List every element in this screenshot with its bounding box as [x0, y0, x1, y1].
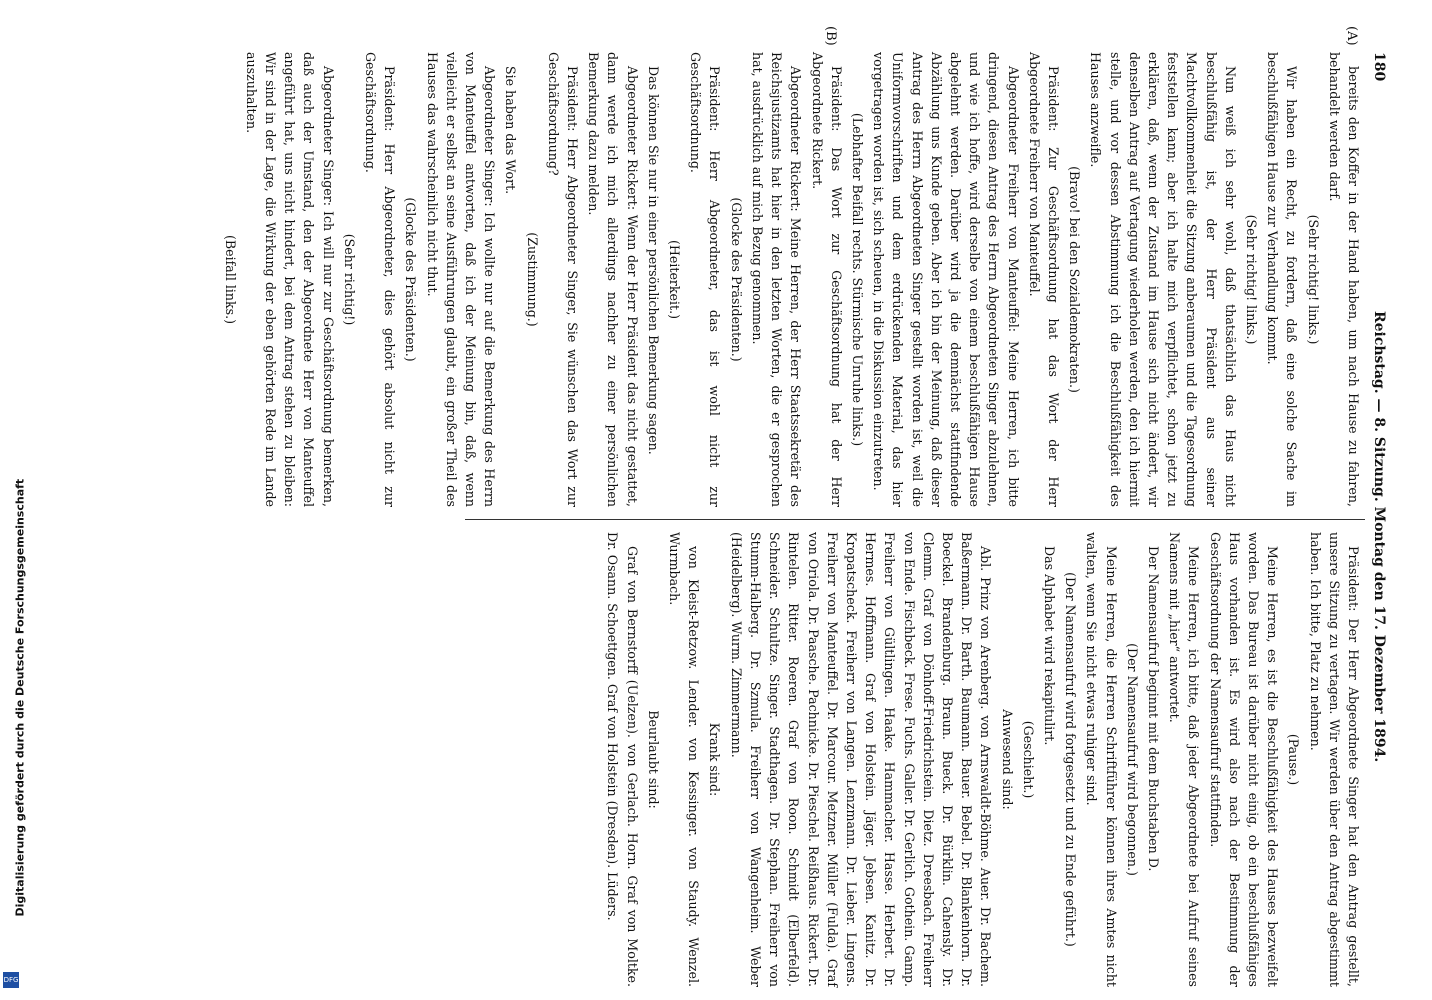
- left-column: [218, 52, 1363, 507]
- column-divider: [465, 519, 1365, 520]
- speech-paragraph: Abgeordneter Singer: Ich will nur zur Geschäftsordnung bemerken, daß auch der Umstand, den der Abgeordnete Herr von Manteuffel angeführt hat, uns nicht hindert, bei dem Antrag stehen zu bleiben: Wir sind in der Lage, die Wirkung der eben gehörten Rede im Lande auszuhalten.: [243, 52, 336, 507]
- interjection: (Der Namensaufruf wird fortgesetzt und zu Ende geführt.): [1063, 572, 1079, 947]
- margin-marker-b: (B): [823, 26, 838, 46]
- interjection: (Bravo! bei den Sozialdemokraten.): [1067, 166, 1083, 393]
- interjection: (Der Namensaufruf wird begonnen.): [1124, 643, 1140, 876]
- names-list-on-leave: Graf von Bernstorff (Uelzen). von Gerlach. Horn. Graf von Moltke. Dr. Osann. Schoettgen. Graf von Holstein (Dresden). Lüders.: [605, 532, 640, 987]
- speech-paragraph: Abgeordneter Freiherr von Manteuffel: Meine Herren, ich bitte dringend, diesen Antrag des Herrn Abgeordneten Singer abzulehnen, und wie ich hoffe, wird derselbe von einem beschlußfähigen Hause abgelehnt werden. Darüber wird ja die demnächst stattfindende Abzählung uns Kunde geben. Aber ich bin der Meinung, daß dieser Antrag des Herrn Abgeordneten Singer gestellt worden ist, weil die Uniformvorschriften und dem erdrückenden Material, das hier vorgetragen worden ist, sich scheuen, in die Diskussion einzutreten.: [871, 52, 1021, 507]
- interjection: (Sehr richtig! links.): [1243, 214, 1259, 345]
- digitization-credit-strip: [0, 0, 27, 1000]
- names-list-sick: von Kleist-Retzow. Lender. von Kessinger. von Staudy. Wenzel. Wurmbach.: [667, 532, 702, 987]
- paragraph: Meine Herren, es ist die Beschlußfähigkeit des Hauses bezweifelt worden. Das Bureau ist darüber nicht einig, ob ein beschlußfähiges Haus vorhanden ist. Es wird also nach der Bestimmung der Geschäftsordnung der Namensaufruf stattfinden.: [1207, 532, 1281, 987]
- margin-marker-a: (A): [1344, 26, 1359, 46]
- paragraph: Meine Herren, ich bitte, daß jeder Abgeordnete bei Aufruf seines Namens mit „hier“ antwortet.: [1167, 532, 1202, 987]
- paragraph: Sie haben das Wort.: [503, 66, 519, 195]
- paragraph: Wir haben ein Recht, zu fordern, daß eine solche Sache im beschlußfähigen Hause zur Verhandlung kommt.: [1265, 52, 1300, 507]
- paragraph: Nun weiß ich sehr wohl, daß thatsächlich das Haus nicht beschlußfähig ist, der Herr Präsident aus seiner Machtvollkommenheit die Sitzung anberaumen und die Tagesordnung feststellen kann; aber ich halte mich verpflichtet, schon jetzt zu erklären, daß, wenn der Zustand im Hause sich nicht ändert, wir denselben Antrag auf Vertagung wiederholen werden, den ich hiermit stelle, und vor dessen Abstimmung ich die Beschlußfähigkeit des Hauses anzweifle.: [1088, 52, 1238, 507]
- interjection: (Glocke des Präsidenten.): [728, 197, 744, 362]
- interjection: (Sehr richtig!): [341, 233, 357, 326]
- paragraph: Der Namensaufruf beginnt mit dem Buchstaben D.: [1145, 546, 1161, 872]
- interjection: (Sehr richtig! links.): [1305, 214, 1321, 345]
- paragraph: Meine Herren, die Herren Schriftführer können ihres Amtes nicht walten, wenn Sie nicht etwas ruhiger sind.: [1084, 532, 1119, 987]
- dfg-logo-icon: DFG: [3, 972, 19, 988]
- list-heading-on-leave: Beurlaubt sind:: [645, 710, 661, 809]
- rotated-page: [60, 26, 1395, 992]
- speech-paragraph: Präsident: Herr Abgeordneter Singer, Sie wünschen das Wort zur Geschäftsordnung?: [545, 52, 581, 507]
- paragraph: Das können Sie nur in einer persönlichen Bemerkung sagen.: [645, 66, 661, 455]
- digitization-credit: Digitalisierung gefördert durch die Deutsche Forschungsgemeinschaft: [13, 478, 27, 917]
- interjection: (Zustimmung.): [524, 232, 540, 327]
- speech-paragraph: Abgeordneter Rickert: Meine Herren, der Herr Staatssekretär des Reichsjustizamts hat hier in den letzten Worten, die er gesprochen hat, ausdrücklich auf mich Bezug genommen.: [749, 52, 804, 507]
- page-number: 180: [1371, 52, 1388, 82]
- right-column: [601, 532, 1363, 987]
- page-title: Reichstag. — 8. Sitzung. Montag den 17. Dezember 1894.: [1371, 310, 1388, 763]
- interjection: (Pause.): [1286, 733, 1302, 786]
- interjection: (Lebhafter Beifall rechts. Stürmische Unruhe links.): [849, 112, 865, 447]
- speech-paragraph: Abgeordneter Singer: Ich wollte nur auf die Bemerkung des Herrn von Manteuffel antworten, daß ich der Meinung bin, daß, wenn vielleicht er selbst an seine Ausführungen glaubt, ein großer Theil des Hauses das wahrscheinlich nicht thut.: [424, 52, 498, 507]
- list-heading-sick: Krank sind:: [707, 722, 723, 797]
- speech-paragraph: Präsident: Der Herr Abgeordnete Singer hat den Antrag gestellt, unsere Sitzung zu vertagen. Wir werden über den Antrag abgestimmt haben. Ich bitte, Platz zu nehmen.: [1307, 532, 1361, 987]
- speech-paragraph: Präsident: Zur Geschäftsordnung hat das Wort der Herr Abgeordnete Freiherr von Manteuffel.: [1026, 52, 1061, 507]
- page-header: [1369, 52, 1395, 992]
- names-list-present: Abl. Prinz von Arenberg. von Arnswaldt-Böhme. Auer. Dr. Bachem. Baßermann. Dr. Barth. Baumann. Bauer. Bebel. Dr. Blankenhorn. Dr. Boeckel. Brandenburg. Braun. Bueck. Dr. Bürklin. Cahensly. Dr. Clemm. Graf von Dönhoff-Friedrichstein. Dietz. Dreesbach. Freiherr von Ende. Fischbeck. Frese. Fuchs. Galler. Dr. Gerlich. Gothein. Gamp. Freiherr von Gültlingen. Haake. Hammacher. Hasse. Herbert. Dr. Hermes. Hoffmann. Graf von Holstein. Jäger. Jebsen. Kanitz. Dr. Kropatscheck. Freiherr von Langen. Lenzmann. Dr. Lieber. Lingens. Freiherr von Manteuffel. Dr. Marcour. Metzner. Müller (Fulda). Graf von Oriola. Dr. Paasche. Pachnicke. Dr. Pieschel. Reißhaus. Rickert. Dr. Rintelen. Ritter. Roeren. Graf von Roon. Schmidt (Elberfeld). Schneider. Schultze. Singer. Stadthagen. Dr. Stephan. Freiherr von Stumm-Halberg. Dr. Szmula. Freiherr von Wangenheim. Weber (Heidelberg). Wurm. Zimmermann.: [728, 532, 994, 987]
- paragraph: Das Alphabet wird rekapitulirt.: [1041, 546, 1057, 746]
- speech-paragraph: Präsident: Das Wort zur Geschäftsordnung hat der Herr Abgeordnete Rickert.: [809, 52, 844, 507]
- interjection: (Geschieht.): [1020, 720, 1036, 799]
- interjection: (Heiterkeit.): [667, 240, 683, 319]
- interjection: (Glocke des Präsidenten.): [403, 197, 419, 362]
- speech-paragraph: Abgeordneter Rickert: Wenn der Herr Präsident das nicht gestattet, dann werde ich mich allerdings nachher zu einer persönlichen Bemerkung dazu melden.: [586, 52, 640, 507]
- list-heading-present: Anwesend sind:: [999, 709, 1015, 810]
- paragraph: bereits den Koffer in der Hand haben, um nach Hause zu fahren, behandelt werden darf.: [1326, 52, 1361, 507]
- speech-paragraph: Präsident: Herr Abgeordneter, das ist wohl nicht zur Geschäftsordnung.: [688, 52, 723, 507]
- speech-paragraph: Präsident: Herr Abgeordneter, dies gehört absolut nicht zur Geschäftsordnung.: [363, 52, 398, 507]
- interjection: (Beifall links.): [222, 234, 238, 325]
